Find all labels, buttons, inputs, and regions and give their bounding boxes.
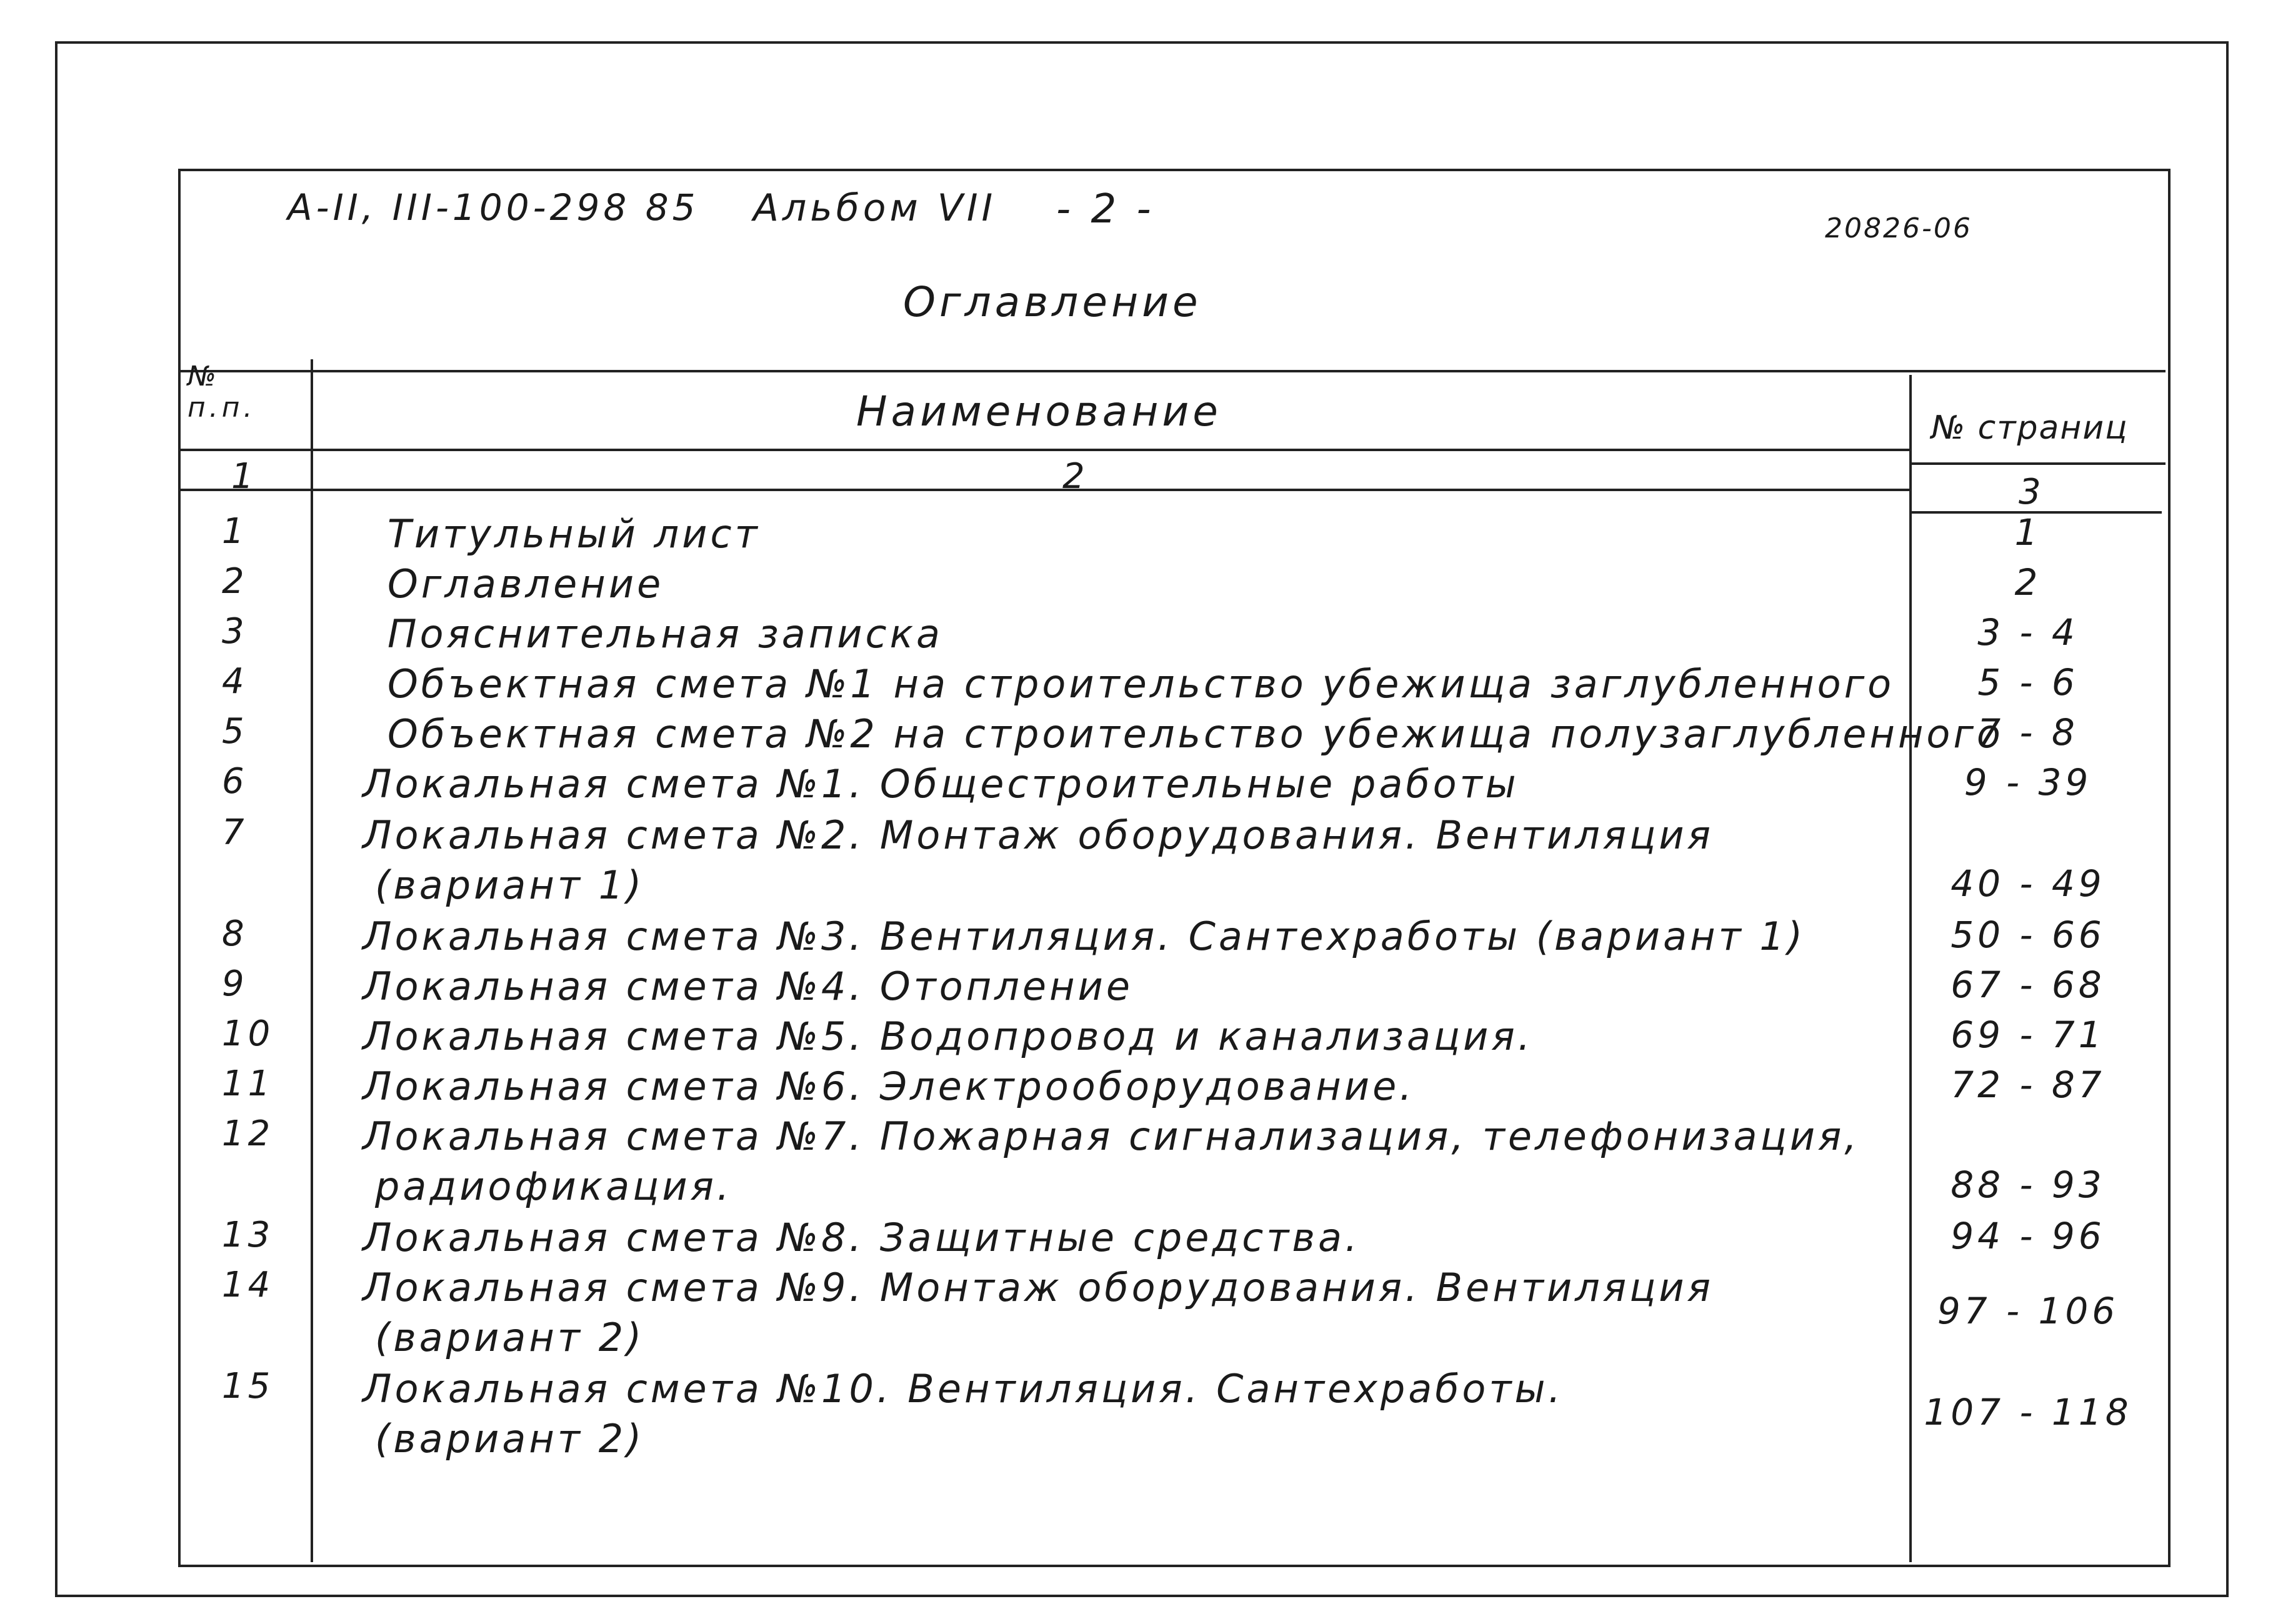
row-name-continuation: (вариант 1) (375, 862, 645, 908)
column-header-number: № п.п. (187, 361, 256, 424)
row-name: Объектная смета №1 на строительство убежища заглубленного (387, 661, 1895, 707)
row-name-continuation: (вариант 2) (375, 1315, 645, 1360)
column-header-name: Наименование (856, 387, 1222, 436)
document-code: А-II, III-100-298 85 (287, 186, 699, 229)
row-pages: 107 - 118 (1924, 1391, 2132, 1433)
row-number: 1 (222, 511, 248, 552)
album-label: Альбом VII (753, 186, 997, 230)
row-pages: 88 - 93 (1951, 1163, 2106, 1206)
row-number: 5 (222, 711, 248, 752)
column-number-top-line (181, 449, 1912, 451)
row-name-continuation: радиофикация. (375, 1163, 732, 1209)
row-pages: 97 - 106 (1937, 1290, 2119, 1332)
page-title: Оглавление (903, 278, 1202, 326)
row-number: 8 (222, 914, 248, 954)
column-number-3: 3 (2019, 472, 2045, 512)
row-number: 4 (222, 661, 248, 702)
row-number: 6 (222, 761, 248, 802)
column-number-2: 2 (1062, 456, 1089, 497)
row-name: Локальная смета №3. Вентиляция. Сантехработы (вариант 1) (362, 914, 1806, 959)
row-name: Оглавление (387, 561, 664, 607)
column-number-1: 1 (231, 456, 257, 497)
row-name: Локальная смета №4. Отопление (362, 964, 1133, 1009)
row-number: 10 (222, 1014, 274, 1054)
row-name: Локальная смета №10. Вентиляция. Сантехработы. (362, 1366, 1564, 1412)
row-name-continuation: (вариант 2) (375, 1416, 645, 1462)
row-number: 9 (222, 964, 248, 1004)
row-number: 13 (222, 1215, 274, 1255)
header-top-line (181, 370, 2166, 372)
column-divider-1 (311, 359, 313, 1562)
row-name: Объектная смета №2 на строительство убежища полузаглубленного (387, 711, 2004, 757)
row-name: Локальная смета №1. Общестроительные работы (362, 761, 1519, 807)
row-pages: 2 (2014, 561, 2042, 604)
row-number: 11 (222, 1064, 274, 1104)
row-number: 2 (222, 561, 248, 602)
row-number: 3 (222, 611, 248, 652)
row-pages: 1 (2014, 511, 2042, 554)
row-number: 12 (222, 1113, 274, 1154)
row-pages: 50 - 66 (1951, 914, 2106, 956)
row-name: Пояснительная записка (387, 611, 944, 657)
row-pages: 72 - 87 (1951, 1064, 2106, 1106)
row-name: Локальная смета №5. Водопровод и канализация. (362, 1014, 1534, 1059)
column-header-pages: № страниц (1931, 409, 2129, 447)
row-name: Локальная смета №7. Пожарная сигнализация, телефонизация, (362, 1113, 1860, 1159)
row-name: Локальная смета №8. Защитные средства. (362, 1215, 1361, 1260)
row-pages: 67 - 68 (1951, 964, 2106, 1006)
row-pages: 7 - 8 (1977, 711, 2079, 754)
row-name: Локальная смета №6. Электрооборудование. (362, 1064, 1415, 1109)
column-divider-2 (1909, 375, 1912, 1562)
row-number: 7 (222, 812, 248, 853)
row-number: 15 (222, 1366, 274, 1407)
row-name: Титульный лист (387, 511, 761, 557)
row-pages: 69 - 71 (1951, 1014, 2106, 1056)
row-pages: 40 - 49 (1951, 862, 2106, 905)
row-pages: 5 - 6 (1977, 661, 2079, 704)
row-name: Локальная смета №2. Монтаж оборудования. Вентиляция (362, 812, 1714, 858)
row-pages: 9 - 39 (1964, 761, 2092, 804)
archive-stamp: 20826-06 (1825, 212, 1972, 244)
row-pages: 94 - 96 (1951, 1215, 2106, 1257)
column-number-top-line-right (1912, 462, 2166, 465)
body-top-line (181, 489, 1912, 491)
row-number: 14 (222, 1265, 274, 1305)
page-mark: - 2 - (1056, 186, 1155, 232)
row-name: Локальная смета №9. Монтаж оборудования. Вентиляция (362, 1265, 1714, 1310)
row-pages: 3 - 4 (1977, 611, 2079, 654)
